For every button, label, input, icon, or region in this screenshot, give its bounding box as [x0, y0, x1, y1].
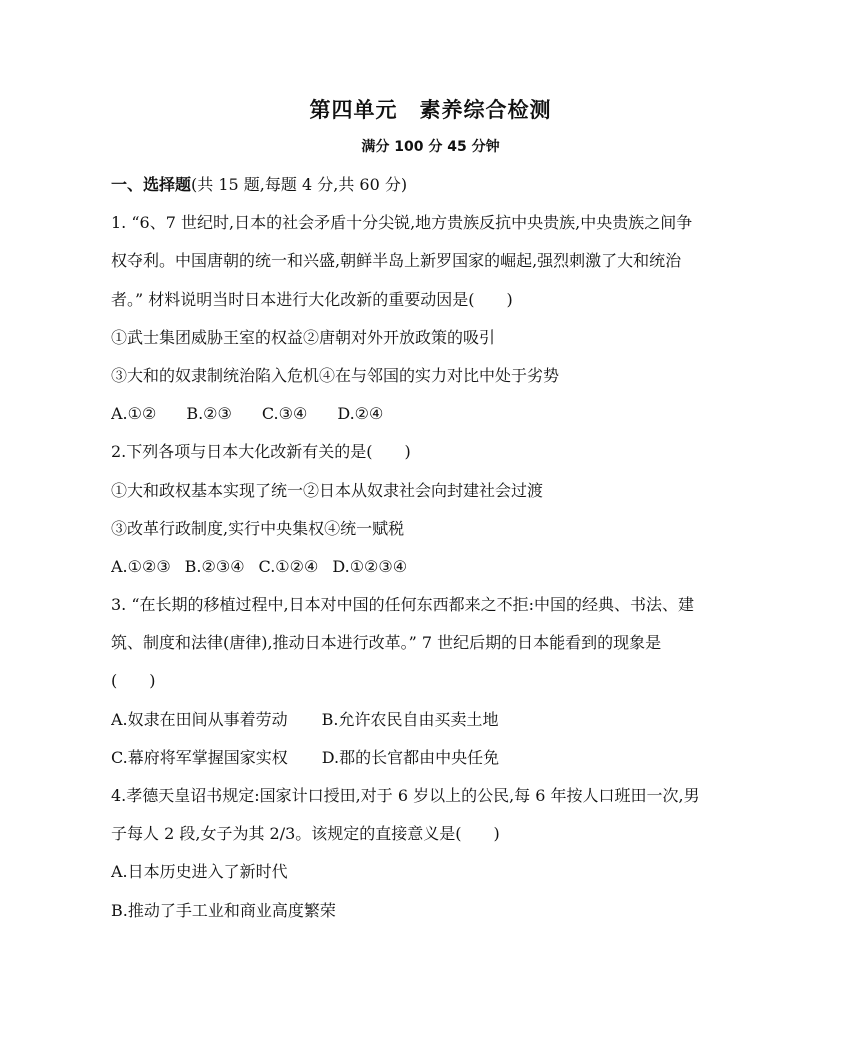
q4-option-b: B.推动了手工业和商业高度繁荣 [111, 900, 336, 920]
q1-line-2: 权夺利。中国唐朝的统一和兴盛,朝鲜半岛上新罗国家的崛起,强烈刺激了大和统治 [111, 251, 682, 271]
q2-options [111, 554, 751, 592]
q3-line-2: 筑、制度和法律(唐律),推动日本进行改革。” 7 世纪后期的日本能看到的现象是 [111, 633, 662, 653]
q4-line-2: 子每人 2 段,女子为其 2/3。该规定的直接意义是( ) [111, 824, 500, 844]
exam-info: 满分 100 分 45 分钟 [361, 139, 500, 155]
q3-option-a: A.奴隶在田间从事着劳动 [111, 709, 288, 729]
q2-line-2: ①大和政权基本实现了统一②日本从奴隶社会向封建社会过渡 [111, 480, 544, 500]
q3-options-row-1 [111, 707, 751, 745]
q3-line-3: ( ) [111, 671, 156, 691]
q2-option-d: D.①②③④ [332, 556, 408, 576]
q3-option-d: D.郡的长官都由中央任免 [321, 747, 500, 767]
section-note: (共 15 题,每题 4 分,共 60 分) [191, 175, 408, 194]
q2-option-a: A.①②③ [111, 556, 171, 576]
q2-option-b: B.②③④ [184, 556, 245, 576]
q2-option-c: C.①②④ [258, 556, 319, 576]
q1-option-a: A.①② [111, 404, 157, 424]
q3-option-c: C.幕府将军掌握国家实权 [111, 747, 288, 767]
page-title: 第四单元 素养综合检测 [309, 98, 552, 122]
q1-line-3: 者。” 材料说明当时日本进行大化改新的重要动因是( ) [111, 289, 513, 309]
q1-line-4: ①武士集团威胁王室的权益②唐朝对外开放政策的吸引 [111, 327, 496, 347]
q1-option-b: B.②③ [186, 404, 232, 424]
section-title: 一、选择题 [111, 175, 192, 194]
q3-option-b: B.允许农民自由买卖土地 [321, 709, 499, 729]
q4-line-1: 4.孝德天皇诏书规定:国家计口授田,对于 6 岁以上的公民,每 6 年按人口班田一次,男 [111, 786, 700, 805]
q1-line-1: 1. “6、7 世纪时,日本的社会矛盾十分尖锐,地方贵族反抗中央贵族,中央贵族之间争 [111, 213, 693, 233]
q3-line-1: 3. “在长期的移植过程中,日本对中国的任何东西都来之不拒:中国的经典、书法、建 [111, 595, 695, 615]
q1-line-5: ③大和的奴隶制统治陷入危机④在与邻国的实力对比中处于劣势 [111, 365, 560, 385]
q1-options [111, 401, 751, 439]
q1-option-c: C.③④ [261, 404, 308, 424]
q2-line-1: 2.下列各项与日本大化改新有关的是( ) [111, 442, 411, 462]
question-content [111, 172, 751, 936]
q2-line-3: ③改革行政制度,实行中央集权④统一赋税 [111, 518, 405, 538]
q4-option-a: A.日本历史进入了新时代 [111, 862, 288, 882]
section-heading [111, 172, 751, 210]
q1-option-d: D.②④ [337, 404, 384, 424]
q3-options-row-2 [111, 745, 751, 783]
